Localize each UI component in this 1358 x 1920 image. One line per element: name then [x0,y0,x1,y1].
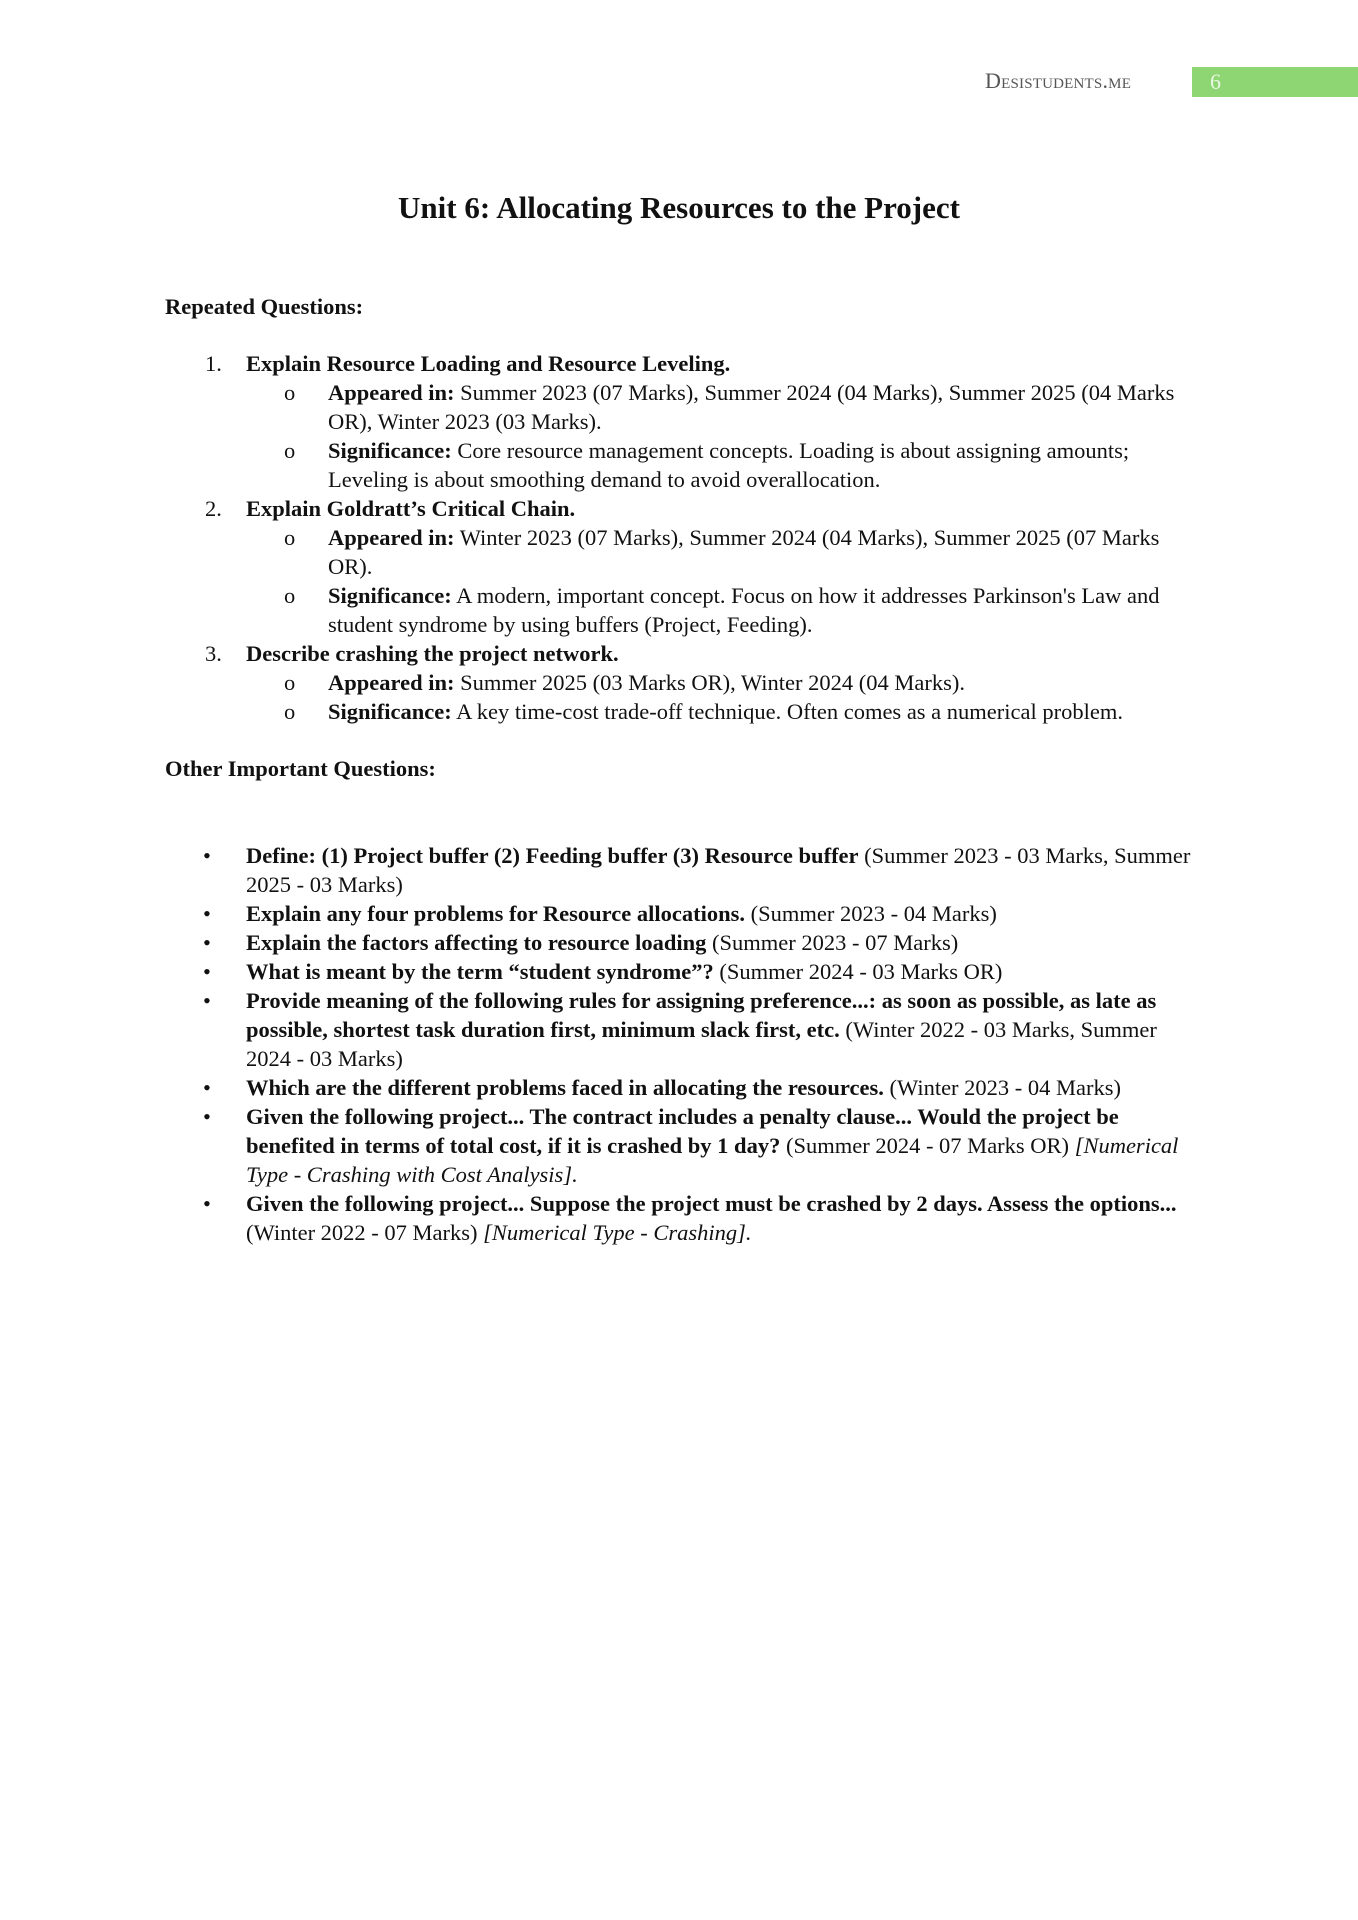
list-item [165,1102,1195,1189]
list-item [165,1073,1195,1102]
bullet-icon: • [203,901,211,926]
list-item [165,841,1195,899]
exam-info: (Summer 2023 - 04 Marks) [745,901,997,926]
circle-bullet-icon: o [284,670,296,695]
question-text: What is meant by the term “student syndrome”? [246,959,714,984]
significance-text: Core resource management concepts. Loading is about assigning amounts; Leveling is about smoothing demand to avoid overallocation. [328,438,1130,492]
question-text: Which are the different problems faced in allocating the resources. [246,1075,884,1100]
question-text: Given the following project... Suppose the project must be crashed by 2 days. Assess the options... [246,1191,1177,1216]
question-text: Given the following project... The contract includes a penalty clause... Would the project be benefited in terms of total cost, if it is crashed by 1 day? [246,1104,1119,1158]
appeared-in-text: Winter 2023 (07 Marks), Summer 2024 (04 Marks), Summer 2025 (07 Marks OR). [328,525,1160,579]
question-type: [Numerical Type - Crashing]. [483,1220,752,1245]
sub-item-significance [246,697,1195,726]
page-number: 6 [1192,67,1358,97]
question-text: Explain any four problems for Resource allocations. [246,901,745,926]
item-number: 2. [205,496,222,521]
site-name: Desistudents.me [985,68,1132,93]
sub-item-significance [246,436,1195,494]
list-item [165,899,1195,928]
list-item [165,928,1195,957]
question-text: Provide meaning of the following rules for assigning preference...: as soon as possible, as late as possible, shortest task duration first, minimum slack first, etc. [246,988,1157,1042]
list-item [165,494,1195,639]
circle-bullet-icon: o [284,525,296,550]
sub-item-appeared-in [246,378,1195,436]
exam-info: (Winter 2022 - 03 Marks, Summer 2024 - 03 Marks) [246,1017,1157,1071]
circle-bullet-icon: o [284,380,296,405]
list-item [165,986,1195,1073]
list-item [165,1189,1195,1247]
bullet-icon: • [203,959,211,984]
appeared-in-text: Summer 2023 (07 Marks), Summer 2024 (04 Marks), Summer 2025 (04 Marks OR), Winter 2023 (03 Marks). [328,380,1175,434]
exam-info: (Summer 2024 - 03 Marks OR) [713,959,1003,984]
bullet-icon: • [203,843,211,868]
other-heading: Other Important Questions: [165,756,436,781]
repeated-heading: Repeated Questions: [165,294,364,319]
question-type: [Numerical Type - Crashing with Cost Analysis]. [246,1133,1179,1187]
question-text: Explain the factors affecting to resource loading [246,930,707,955]
exam-info: (Summer 2023 - 07 Marks) [706,930,959,955]
circle-bullet-icon: o [284,699,296,724]
list-item [165,639,1195,726]
sub-item-appeared-in [246,668,1195,697]
circle-bullet-icon: o [284,438,296,463]
repeated-list [165,349,1195,726]
sub-list [246,523,1195,639]
bullet-icon: • [203,988,211,1013]
bullet-icon: • [203,1075,211,1100]
significance-label: Significance: [328,438,452,463]
list-item [165,957,1195,986]
exam-info: (Winter 2022 - 07 Marks) [246,1220,484,1245]
sub-item-appeared-in [246,523,1195,581]
question-text: Explain Goldratt’s Critical Chain. [246,496,576,521]
bullet-icon: • [203,930,211,955]
item-number: 1. [205,351,222,376]
page-title: Unit 6: Allocating Resources to the Project [398,190,960,225]
significance-text: A modern, important concept. Focus on how it addresses Parkinson's Law and student syndrome by using buffers (Project, Feeding). [328,583,1160,637]
sub-list [246,668,1195,726]
circle-bullet-icon: o [284,583,296,608]
list-item [165,349,1195,494]
document-body [165,292,1195,1247]
exam-info: (Summer 2024 - 07 Marks OR) [780,1133,1075,1158]
significance-label: Significance: [328,699,452,724]
exam-info: (Winter 2023 - 04 Marks) [883,1075,1122,1100]
appeared-in-label: Appeared in: [328,670,455,695]
question-text: Define: (1) Project buffer (2) Feeding buffer (3) Resource buffer [246,843,859,868]
sub-list [246,378,1195,494]
item-number: 3. [205,641,222,666]
appeared-in-label: Appeared in: [328,525,455,550]
other-list [165,841,1195,1247]
bullet-icon: • [203,1104,211,1129]
significance-label: Significance: [328,583,452,608]
sub-item-significance [246,581,1195,639]
question-text: Describe crashing the project network. [246,641,619,666]
appeared-in-label: Appeared in: [328,380,455,405]
exam-info: (Summer 2023 - 03 Marks, Summer 2025 - 03 Marks) [246,843,1191,897]
significance-text: A key time-cost trade-off technique. Often comes as a numerical problem. [451,699,1123,724]
bullet-icon: • [203,1191,211,1216]
appeared-in-text: Summer 2025 (03 Marks OR), Winter 2024 (04 Marks). [454,670,965,695]
question-text: Explain Resource Loading and Resource Leveling. [246,351,731,376]
